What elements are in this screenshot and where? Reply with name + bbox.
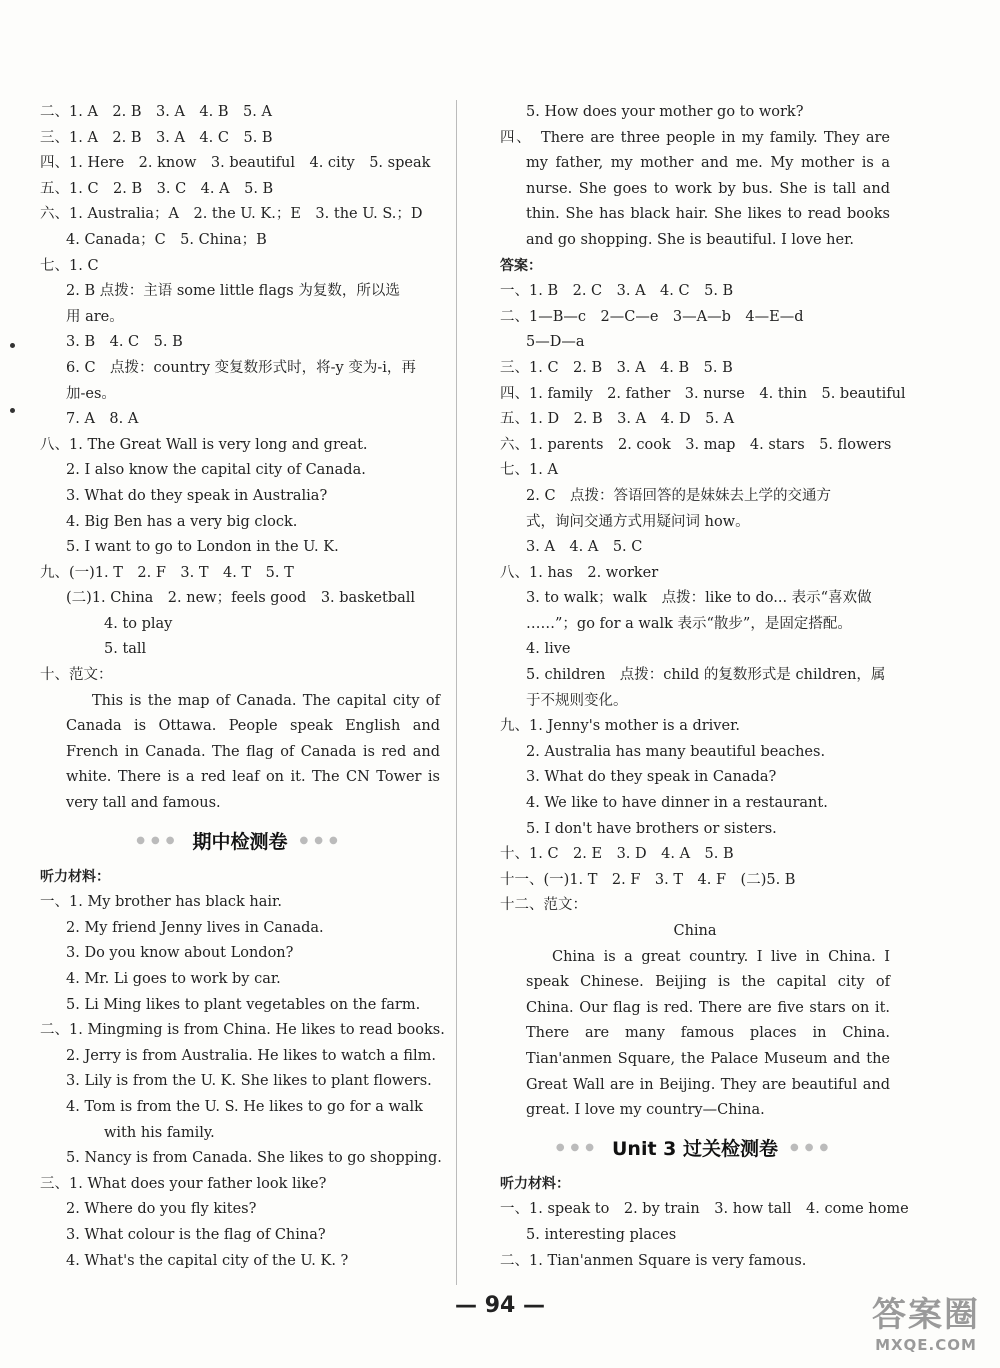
text-line: 2. B 点拨：主语 some little flags 为复数，所以选 xyxy=(66,283,400,300)
text-line: 八、1. The Great Wall is very long and great. xyxy=(40,436,368,453)
text-line: 2. Where do you fly kites? xyxy=(66,1201,257,1218)
text-line: 一、1. B 2. C 3. A 4. C 5. B xyxy=(500,283,734,300)
text-line: 答案： xyxy=(500,257,542,274)
text-line: ……”；go for a walk 表示“散步”，是固定搭配。 xyxy=(526,615,852,632)
decorative-dots: ●●● xyxy=(136,835,181,847)
text-line: 八、1. has 2. worker xyxy=(500,564,659,581)
text-line: 六、1. Australia；A 2. the U. K.；E 3. the U. S.；D xyxy=(40,206,423,223)
text-line: 5. tall xyxy=(104,641,147,658)
text-line: 二、1. A 2. B 3. A 4. B 5. A xyxy=(40,104,272,120)
text-line: 2. Australia has many beautiful beaches. xyxy=(526,743,826,760)
text-line: 4. Mr. Li goes to work by car. xyxy=(66,971,281,987)
watermark-logo: 答案圈 xyxy=(872,1295,980,1335)
section-heading xyxy=(500,1124,890,1172)
text-line: 二、1. Mingming is from China. He likes to read books. xyxy=(40,1022,445,1039)
text-line: 4. We like to have dinner in a restaurant. xyxy=(526,795,828,812)
watermark xyxy=(872,1287,980,1354)
column-divider xyxy=(456,100,457,1285)
text-line: 3. What colour is the flag of China? xyxy=(66,1226,326,1243)
text-line: 五、1. D 2. B 3. A 4. D 5. A xyxy=(500,411,735,428)
text-line: 十、1. C 2. E 3. D 4. A 5. B xyxy=(500,846,734,863)
text-line: 五、1. C 2. B 3. C 4. A 5. B xyxy=(40,180,274,197)
text-line: 5. I don't have brothers or sisters. xyxy=(526,820,777,837)
text-line: 听力材料： xyxy=(500,1175,570,1192)
text-line: 3. What do they speak in Australia? xyxy=(66,487,328,504)
text-line: 九、1. Jenny's mother is a driver. xyxy=(500,718,741,735)
text-line: 5. How does your mother go to work? xyxy=(526,104,804,120)
text-line: 加-es。 xyxy=(66,385,116,402)
text-line: 三、1. What does your father look like? xyxy=(40,1175,327,1192)
text-line: 4. to play xyxy=(104,615,173,632)
text-line: 5. children 点拨：child 的复数形式是 children，属 xyxy=(526,667,886,684)
text-line: 2. My friend Jenny lives in Canada. xyxy=(66,919,324,936)
text-line: 三、1. A 2. B 3. A 4. C 5. B xyxy=(40,129,273,146)
text-line: 七、1. A xyxy=(500,462,558,479)
paragraph: This is the map of Canada. The capital city of Canada is Ottawa. People speak English and French in Canada. The flag of Canada is red and white. There is a red leaf on it. The CN Tower is very tall and famous. xyxy=(66,692,440,812)
right-column xyxy=(500,100,909,1274)
text-line: 4. Tom is from the U. S. He likes to go for a walk xyxy=(66,1098,423,1115)
text-line: 4. Big Ben has a very big clock. xyxy=(66,513,298,530)
text-line: 七、1. C xyxy=(40,257,99,274)
text-line: 二、1. Tian'anmen Square is very famous. xyxy=(500,1252,807,1269)
text-line: 4. live xyxy=(526,641,571,658)
text-line: 听力材料： xyxy=(40,868,110,885)
paragraph: China is a great country. I live in China. I speak Chinese. Beijing is the capital city of China. Our flag is red. There are five stars on it. There are many famous places in China. Tian'anmen Square, the Palace Museum and the Great Wall are in Beijing. They are beautiful and great. I love my country—China. xyxy=(526,948,890,1119)
section-title: 期中检测卷 xyxy=(192,831,288,854)
text-line: 3. What do they speak in Canada? xyxy=(526,769,777,786)
text-line: (二)1. China 2. new；feels good 3. basketball xyxy=(66,590,416,607)
text-line: 四、1. Here 2. know 3. beautiful 4. city 5. speak xyxy=(40,155,431,172)
text-line: 3. B 4. C 5. B xyxy=(66,334,183,351)
left-column xyxy=(40,100,445,1274)
text-line: 5. interesting places xyxy=(526,1226,677,1243)
text-line: 6. C 点拨：country 变复数形式时，将-y 变为-i，再 xyxy=(66,359,416,376)
text-line: with his family. xyxy=(104,1124,215,1141)
text-line: 2. Jerry is from Australia. He likes to watch a film. xyxy=(66,1047,436,1064)
text-line: 3. Lily is from the U. K. She likes to plant flowers. xyxy=(66,1073,432,1090)
text-line: 十、范文： xyxy=(40,667,113,684)
text-line: 用 are。 xyxy=(66,308,124,325)
text-line: 7. A 8. A xyxy=(66,411,139,428)
section-title: Unit 3 过关检测卷 xyxy=(612,1138,778,1161)
text-line: 5. Li Ming likes to plant vegetables on the farm. xyxy=(66,996,421,1013)
text-line: 2. I also know the capital city of Canada. xyxy=(66,462,366,479)
text-line: 十一、(一)1. T 2. F 3. T 4. F (二)5. B xyxy=(500,871,796,888)
text-line: 式，询问交通方式用疑问词 how。 xyxy=(526,513,750,530)
decorative-dots: ●●● xyxy=(299,835,344,847)
margin-dot xyxy=(10,408,15,413)
text-line: 2. C 点拨：答语回答的是妹妹去上学的交通方 xyxy=(526,487,832,504)
text-line: 4. What's the capital city of the U. K. ? xyxy=(66,1252,349,1269)
decorative-dots: ●●● xyxy=(790,1142,835,1154)
section-heading xyxy=(40,817,440,865)
paragraph: 四、 There are three people in my family. They are my father, my mother and me. My mother is a nurse. She goes to work by bus. She is tall and thin. She has black hair. She likes to read books and go shopping. She is beautiful. I love her. xyxy=(500,129,890,248)
text-line: 四、1. family 2. father 3. nurse 4. thin 5. beautiful xyxy=(500,385,906,402)
text-line: 3. to walk；walk 点拨：like to do... 表示“喜欢做 xyxy=(526,590,872,607)
text-line: 5. Nancy is from Canada. She likes to go shopping. xyxy=(66,1150,442,1167)
text-line: 十二、范文： xyxy=(500,897,587,914)
watermark-url: MXQE.COM xyxy=(875,1336,977,1354)
text-line: 三、1. C 2. B 3. A 4. B 5. B xyxy=(500,359,733,376)
text-line: 3. Do you know about London? xyxy=(66,945,294,962)
text-line: 二、1—B—c 2—C—e 3—A—b 4—E—d xyxy=(500,308,804,325)
text-line: 六、1. parents 2. cook 3. map 4. stars 5. flowers xyxy=(500,436,892,453)
text-line: 5. I want to go to London in the U. K. xyxy=(66,539,339,556)
text-line: 3. A 4. A 5. C xyxy=(526,539,643,556)
text-line: 4. Canada；C 5. China；B xyxy=(66,231,267,248)
decorative-dots: ●●● xyxy=(555,1142,600,1154)
text-line: 于不规则变化。 xyxy=(526,692,628,709)
page-number: — 94 — xyxy=(455,1293,545,1318)
margin-dot xyxy=(10,343,15,348)
text-line: 九、(一)1. T 2. F 3. T 4. T 5. T xyxy=(40,564,294,581)
text-line: 一、1. My brother has black hair. xyxy=(40,894,283,911)
text-line: China xyxy=(673,923,717,939)
text-line: 5—D—a xyxy=(526,334,585,351)
text-line: 一、1. speak to 2. by train 3. how tall 4. come home xyxy=(500,1201,909,1218)
